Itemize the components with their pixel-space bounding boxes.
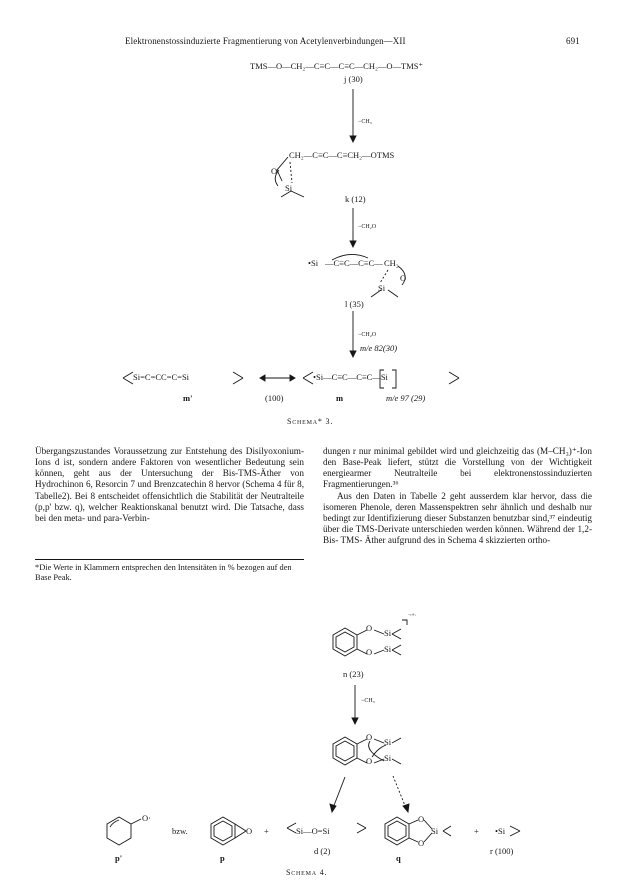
scheme3-arrow3-text: −CH₂O [358,332,377,338]
scheme3-m-me: m/e 97 (29) [386,393,426,403]
scheme3-k-label: k (12) [345,194,366,204]
scheme4-int-si-bottom: Si [384,753,392,763]
left-column-text: Übergangszustandes Voraussetzung zur Entstehung des Disilyoxonium-Ions d ist, sondern andere Faktoren von wesentlicher Bedeutung sein können, geht aus der Untersuchung der Bis-TMS-Äther von Hydrochinon 6, Resorcin 7 und Brenzcatechin 8 hervor (Schema 4 für 8, Tabelle2). Bei 8 entscheidet offensichtlich die Stabilität der Neutralteile (p,p' bzw. q), welcher Reaktionskanal benutzt wird. Die Tatsache, dass bei den meta- und para-Verbin- [35,446,304,523]
scheme4-plus-2: + [474,826,479,836]
scheme3-k-formula: CH₂—C≡C—C≡CH₂—OTMS [289,150,395,160]
scheme3-k-oxygen: O [271,166,278,176]
scheme4-n-charge: ¬+· [408,613,417,619]
scheme4-int-si-top: Si [384,737,392,747]
scheme3-l-formula: —C≡C—C≡C— [325,258,383,268]
scheme3-m-label: m [336,393,344,403]
running-title: Elektronenstossinduzierte Fragmentierung von Acetylenverbindungen—XII [125,36,406,46]
scheme4-d-formula: Si—O=Si [296,826,330,836]
right-column-paragraph-1: dungen r nur minimal gebildet wird und gleichzeitig das (M–CH₃)⁺-Ion den Base-Peak liefert, stützt die Vorstellung von der Wichtigkeit energiearmer Neutralteile bei elektronenstossinduzierten Fragmentierungen.³⁶ [323,446,592,490]
scheme3-m-prime-label: m' [183,393,193,403]
scheme4-int-o-top: O [366,732,373,742]
scheme3-arrow3-me: m/e 82(30) [360,343,398,353]
scheme4-plus-1: + [264,826,269,836]
scheme4-int-o-bottom: O [366,756,373,766]
scheme4-d-label: d (2) [314,846,331,856]
scheme4-r-label: r (100) [490,846,514,856]
footnote: *Die Werte in Klammern entsprechen den Intensitäten in % bezogen auf den Base Peak. [35,563,292,582]
scheme4-p-label: p [220,853,225,863]
scheme4-q-si: Si [431,826,439,836]
right-column-paragraph-2: Aus den Daten in Tabelle 2 geht ausserdem klar hervor, dass die isomeren Phenole, deren Massenspektren sehr ähnlich und deshalb nur bedingt zur Identifizierung dieser Substanzen benutzbar sind,³⁷ eindeutig über die TMS-Derivate unterschieden werden können. Während der 1,2- Bis- TMS- Äther aufgrund des in Schema 4 skizzierten ortho- [323,490,592,546]
scheme3-arrow1-text: −CH₃ [358,119,372,125]
scheme3-top-formula: TMS—O—CH₂—C≡C—C≡C—CH₂—O—TMS⁺ [250,61,424,71]
scheme3-caption: Schema* 3. [287,417,334,426]
scheme3-l-silicon2: Si [378,283,386,293]
scheme4-bzw: bzw. [172,826,188,836]
scheme4-n-si-top: Si [384,628,392,638]
scheme4-r-si: •Si [495,826,506,836]
scheme3-l-silicon: •Si [308,258,319,268]
page-number: 691 [566,36,580,46]
scheme4-n-o-top: O [366,623,373,633]
scheme4-arrow-text: −CH₃ [361,698,375,704]
scheme3-l-label: l (35) [345,299,364,309]
scheme3-j-label: j (30) [344,74,363,84]
scheme4-n-label: n (23) [343,669,364,679]
scheme3-k-silicon: Si [285,183,293,193]
scheme4-q-o-bottom: O [418,838,425,848]
scheme4-p-prime-label: p' [115,853,123,863]
scheme4-p-o: O [246,826,253,836]
scheme4-p-prime-o: O· [142,813,151,823]
scheme4-q-label: q [396,853,401,863]
scheme4-n-o-bottom: O [366,647,373,657]
scheme4-caption: Schema 4. [286,868,328,877]
scheme3-l-ch2: CH₂ [384,258,399,268]
scheme3-m-formula: •Si—C≡C—C≡C—Si [313,372,388,382]
scheme4-q-o-top: O [418,814,425,824]
scheme4-n-si-bottom: Si [384,644,392,654]
scheme3-intensity-100: (100) [265,393,284,403]
scheme3-l-oxygen: O [400,273,407,283]
scheme3-arrow2-text: −CH₂O [358,224,377,230]
scheme3-m-prime-formula: Si=C=CC=C=Si [133,372,190,382]
